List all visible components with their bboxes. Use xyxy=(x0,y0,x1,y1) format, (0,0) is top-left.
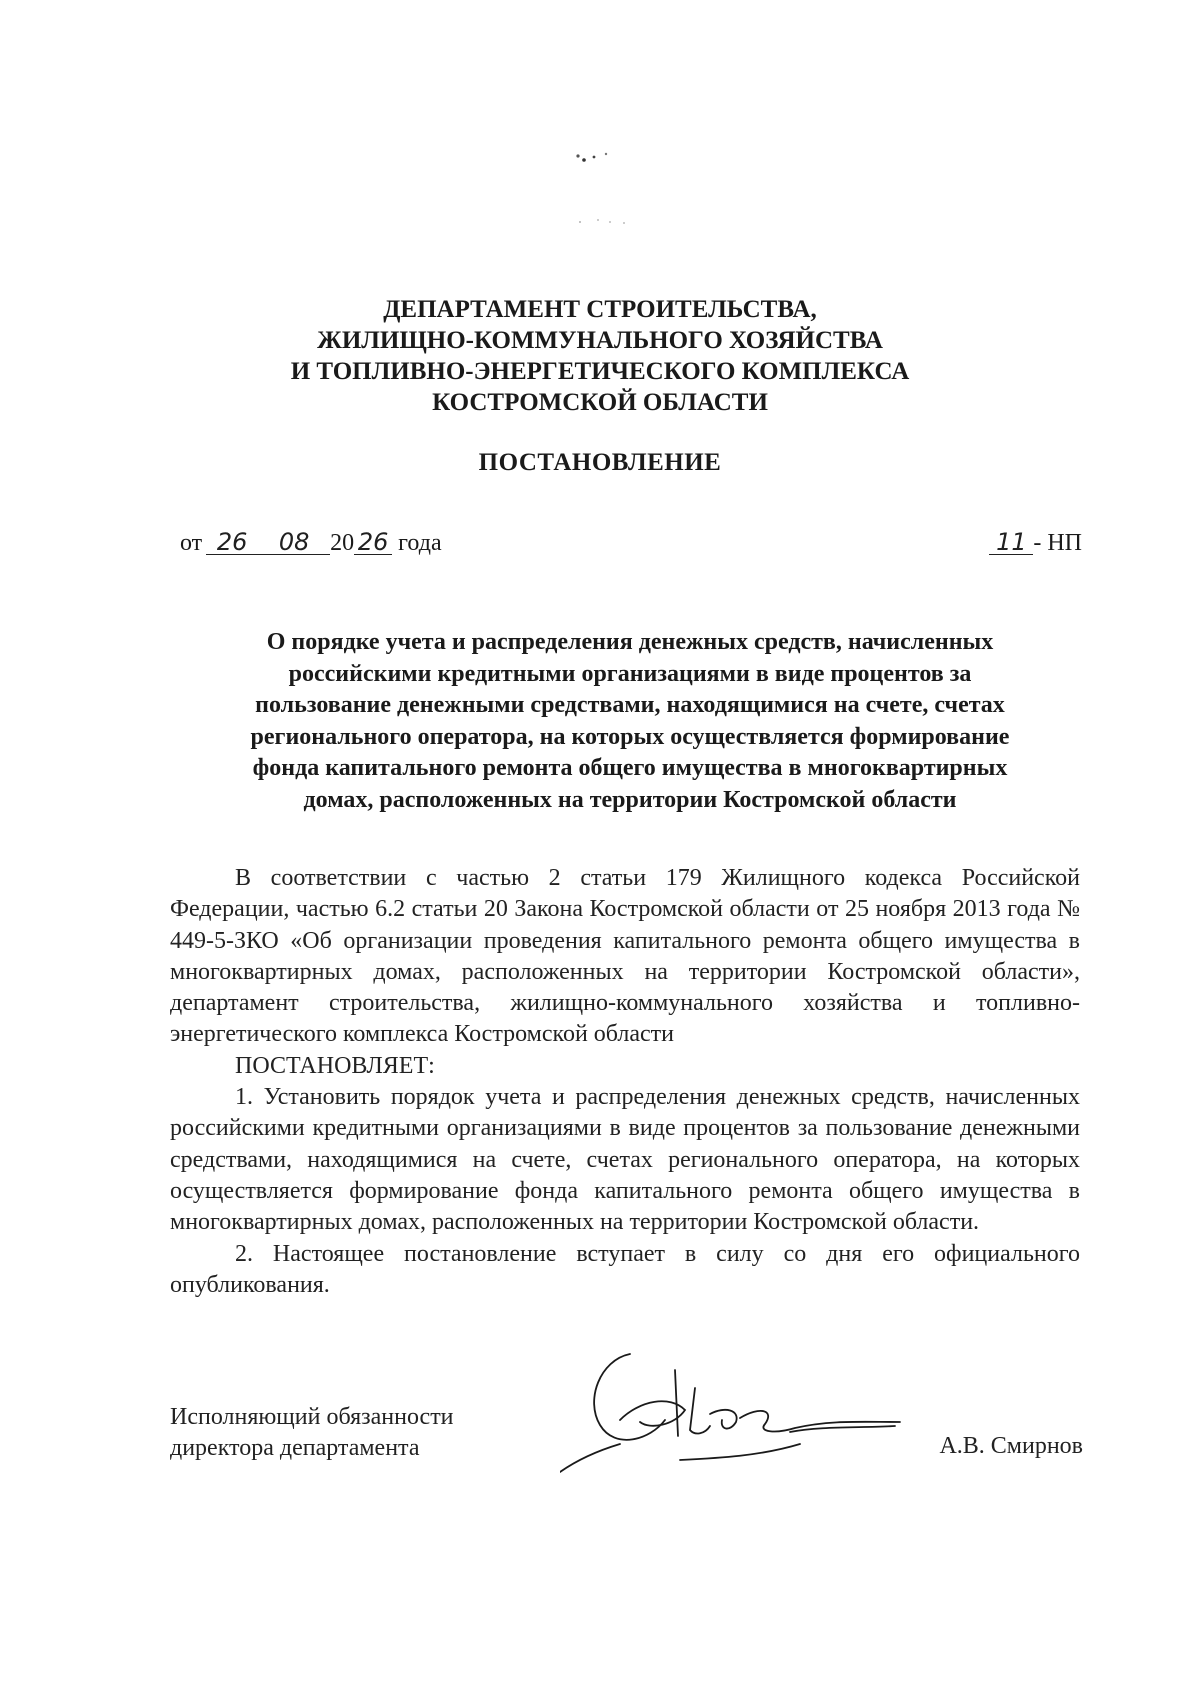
subject-line: российскими кредитными организациями в виде процентов за xyxy=(288,660,972,687)
signatory-position xyxy=(170,1402,454,1464)
department-header xyxy=(0,294,1200,418)
subject-line: домах, расположенных на территории Костромской области xyxy=(303,786,957,813)
date-year-suffix: 26 xyxy=(354,530,392,555)
date-year-prefix: 20 xyxy=(330,530,355,556)
document-body xyxy=(170,863,1080,1301)
handwritten-signature xyxy=(560,1340,920,1490)
date-day: 26 xyxy=(206,530,258,555)
position-line: Исполняющий обязанности xyxy=(170,1404,454,1430)
date-month: 08 xyxy=(258,530,330,555)
preamble-paragraph: В соответствии с частью 2 статьи 179 Жилищного кодекса Российской Федерации, частью 6.2 статьи 20 Закона Костромской области от 25 ноября 2013 года № 449-5-ЗКО «Об организации проведения капитального ремонта общего имущества в многоквартирных домах, расположенных на территории Костромской области», департамент строительства, жилищно-коммунального хозяйства и топливно-энергетического комплекса Костромской области xyxy=(170,865,1080,1048)
doc-number-suffix: - НП xyxy=(1033,530,1082,556)
department-line: КОСТРОМСКОЙ ОБЛАСТИ xyxy=(432,389,768,416)
signatory-name: А.В. Смирнов xyxy=(939,1433,1083,1459)
subject-line: регионального оператора, на которых осуществляется формирование xyxy=(250,723,1010,750)
department-line: ДЕПАРТАМЕНТ СТРОИТЕЛЬСТВА, xyxy=(383,296,817,323)
document-number xyxy=(989,530,1082,557)
item-1-paragraph: 1. Установить порядок учета и распределения денежных средств, начисленных российскими кредитными организациями в виде процентов за пользование денежными средствами, находящимися на счете, счетах регионального оператора, на которых осуществляется формирование фонда капитального ремонта общего имущества в многоквартирных домах, расположенных на территории Костромской области. xyxy=(170,1084,1080,1236)
doc-number: 11 xyxy=(989,530,1033,555)
subject-line: фонда капитального ремонта общего имущества в многоквартирных xyxy=(252,755,1008,781)
document-type-title: ПОСТАНОВЛЕНИЕ xyxy=(478,449,722,476)
date-prefix: от xyxy=(180,530,203,556)
department-line: И ТОПЛИВНО-ЭНЕРГЕТИЧЕСКОГО КОМПЛЕКСА xyxy=(290,358,910,385)
department-line: ЖИЛИЩНО-КОММУНАЛЬНОГО ХОЗЯЙСТВА xyxy=(317,327,883,354)
document-date xyxy=(180,530,442,557)
date-number-line xyxy=(180,530,1082,570)
subject-line: О порядке учета и распределения денежных средств, начисленных xyxy=(266,629,994,655)
subject-line: пользование денежными средствами, находящимися на счете, счетах xyxy=(255,692,1005,718)
date-year-word: года xyxy=(398,530,442,556)
scan-specks xyxy=(560,150,680,250)
resolves-line: ПОСТАНОВЛЯЕТ: xyxy=(235,1052,435,1079)
position-line: директора департамента xyxy=(170,1435,420,1461)
item-2-paragraph: 2. Настоящее постановление вступает в силу со дня его официального опубликования. xyxy=(170,1240,1080,1298)
document-subject xyxy=(190,627,1070,816)
